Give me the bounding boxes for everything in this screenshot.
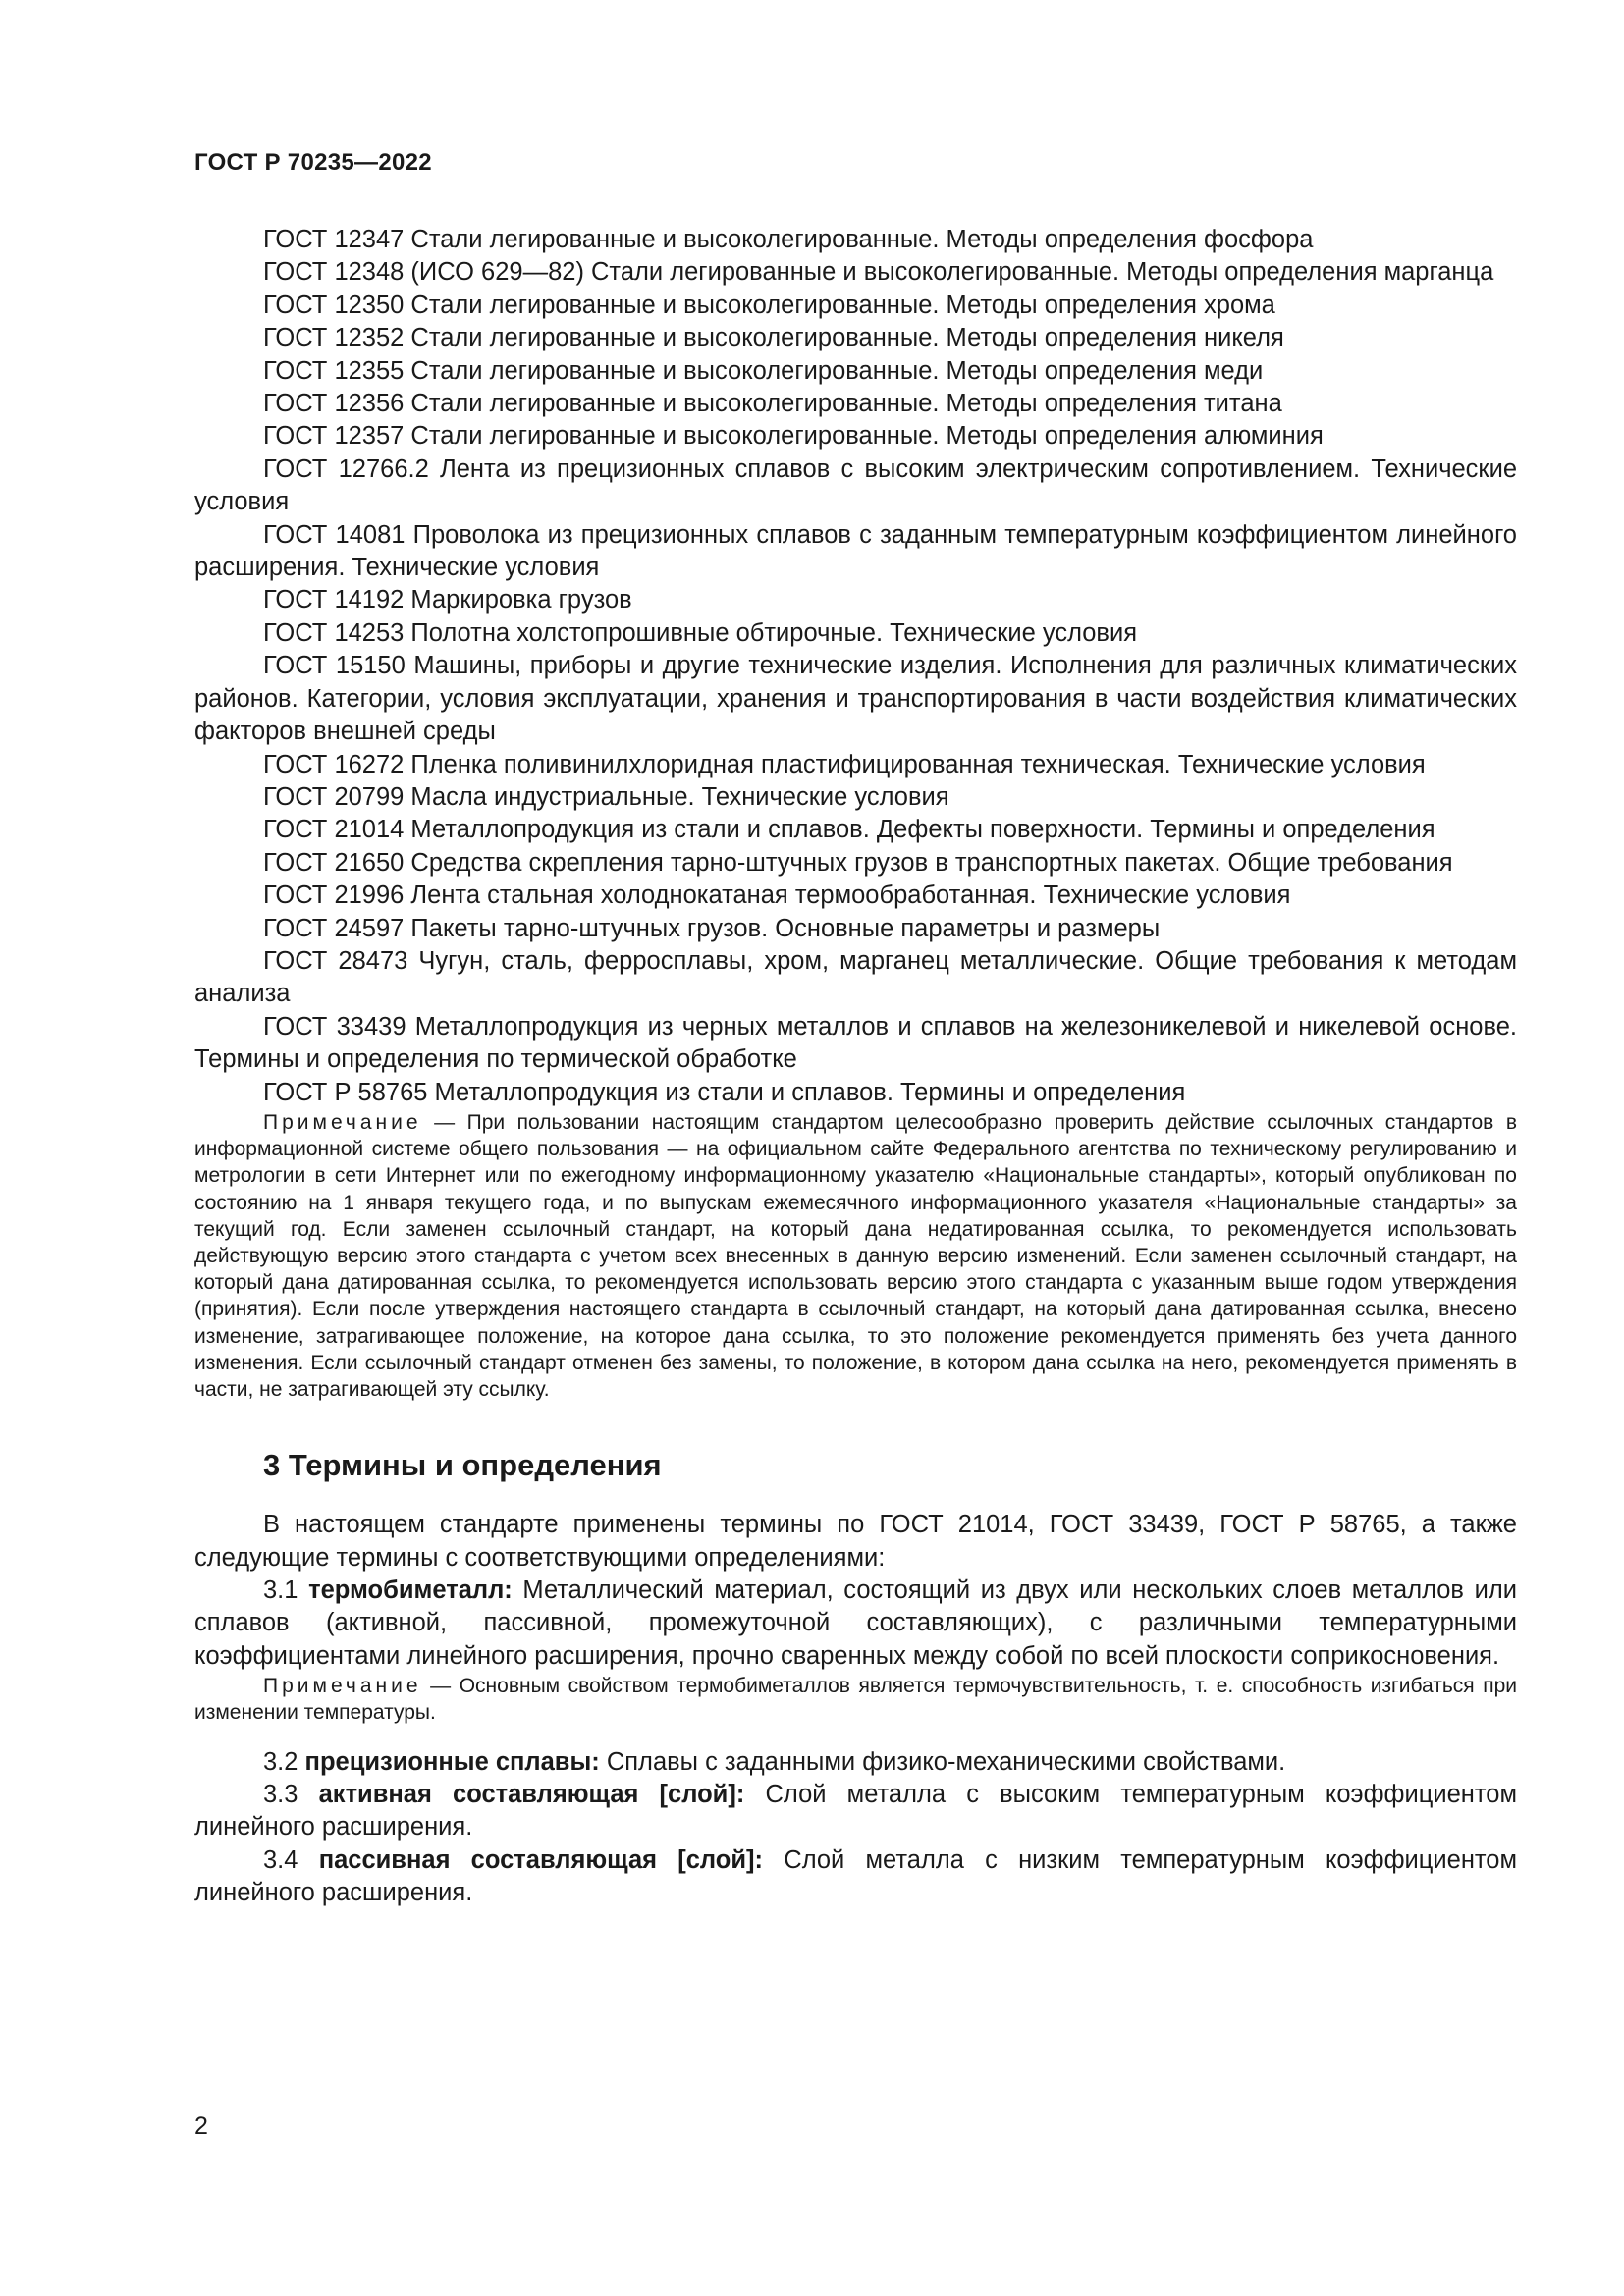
term-note — [194, 1673, 1517, 1726]
reference-item: ГОСТ 28473 Чугун, сталь, ферросплавы, хром, марганец металлические. Общие требования к методам анализа — [194, 946, 1517, 1008]
note-text: — При пользовании настоящим стандартом целесообразно проверить действие ссылочных стандартов в информационной системе общего пользования — на официальном сайте Федерального агентства по техническому регулированию и метрологии в сети Интернет или по ежегодному информационному указателю «Национальные стандарты», который опубликован по состоянию на 1 января текущего года, и по выпускам ежемесячного информационного указателя «Национальные стандарты» за текущий год. Если заменен ссылочный стандарт, на который дана недатированная ссылка, то рекомендуется использовать действующую версию этого стандарта с учетом всех внесенных в данную версию изменений. Если заменен ссылочный стандарт, на который дана датированная ссылка, то рекомендуется использовать версию этого стандарта с указанным выше годом утверждения (принятия). Если после утверждения настоящего стандарта в ссылочный стандарт, на который дана датированная ссылка, внесено изменение, затрагивающее положение, на которое дана ссылка, то это положение рекомендуется применять без учета данного изменения. Если ссылочный стандарт отменен без замены, то положение, в котором дана ссылка на него, рекомендуется применять в части, не затрагивающей эту ссылку. — [194, 1110, 1517, 1401]
note-label: Примечание — [263, 1675, 422, 1698]
reference-item: ГОСТ Р 58765 Металлопродукция из стали и сплавов. Термины и определения — [263, 1078, 1186, 1106]
term-number: 3.1 — [263, 1576, 309, 1605]
reference-item: ГОСТ 15150 Машины, приборы и другие технические изделия. Исполнения для различных климатических районов. Категории, условия эксплуатации, хранения и транспортирования в части воздействия климатических факторов внешней среды — [194, 652, 1517, 746]
reference-item: ГОСТ 12348 (ИСО 629—82) Стали легированные и высоколегированные. Методы определения марганца — [263, 258, 1494, 287]
term-number: 3.4 — [263, 1845, 319, 1874]
reference-item: ГОСТ 12350 Стали легированные и высоколегированные. Методы определения хрома — [263, 291, 1275, 319]
term-definition: Сплавы с заданными физико-механическими свойствами. — [599, 1747, 1286, 1776]
reference-item: ГОСТ 33439 Металлопродукция из черных металлов и сплавов на железоникелевой и никелевой основе. Термины и определения по термической обработке — [194, 1012, 1517, 1074]
document-body — [194, 224, 1517, 1910]
term-entry — [194, 1746, 1517, 1779]
document-header: ГОСТ Р 70235—2022 — [194, 149, 432, 176]
term-name: пассивная составляющая [слой]: — [318, 1845, 764, 1874]
term-number: 3.3 — [263, 1781, 319, 1809]
page-number: 2 — [194, 2112, 208, 2140]
reference-item: ГОСТ 14081 Проволока из прецизионных сплавов с заданным температурным коэффициентом линейного расширения. Технические условия — [194, 520, 1517, 582]
reference-item: ГОСТ 21996 Лента стальная холоднокатаная термообработанная. Технические условия — [263, 881, 1291, 910]
reference-item: ГОСТ 12355 Стали легированные и высоколегированные. Методы определения меди — [263, 356, 1264, 385]
term-definition: Слой металла с низким температурным коэффициентом линейного расширения. — [194, 1845, 1518, 1907]
reference-item: ГОСТ 12766.2 Лента из прецизионных сплавов с высоким электрическим сопротивлением. Технические условия — [194, 454, 1517, 516]
reference-item: ГОСТ 16272 Пленка поливинилхлоридная пластифицированная техническая. Технические условия — [263, 750, 1426, 778]
reference-item: ГОСТ 14253 Полотна холстопрошивные обтирочные. Технические условия — [263, 618, 1138, 647]
section-intro: В настоящем стандарте применены термины по ГОСТ 21014, ГОСТ 33439, ГОСТ Р 58765, а также следующие термины с соответствующими определениями: — [194, 1511, 1517, 1572]
note-text: — Основным свойством термобиметаллов является термочувствительность, т. е. способность изгибаться при изменении температуры. — [194, 1675, 1517, 1725]
term-definition: Металлический материал, состоящий из двух или нескольких слоев металлов или сплавов (активной, пассивной, промежуточной составляющих), с различными температурными коэффициентами линейного расширения, прочно сваренных между собой по всей плоскости соприкосновения. — [194, 1576, 1517, 1670]
reference-item: ГОСТ 24597 Пакеты тарно-штучных грузов. Основные параметры и размеры — [263, 914, 1161, 942]
reference-item: ГОСТ 20799 Масла индустриальные. Технические условия — [263, 782, 949, 811]
section-title: 3 Термины и определения — [263, 1448, 662, 1483]
term-name: термобиметалл: — [308, 1576, 513, 1605]
note-label: Примечание — [263, 1110, 422, 1134]
reference-item: ГОСТ 21650 Средства скрепления тарно-штучных грузов в транспортных пакетах. Общие требования — [263, 848, 1453, 877]
term-name: прецизионные сплавы: — [304, 1747, 600, 1776]
reference-item: ГОСТ 12356 Стали легированные и высоколегированные. Методы определения титана — [263, 390, 1282, 418]
term-entry — [194, 1575, 1517, 1673]
reference-item: ГОСТ 12347 Стали легированные и высоколегированные. Методы определения фосфора — [263, 226, 1314, 253]
term-entry — [194, 1779, 1517, 1844]
term-name: активная составляющая [слой]: — [318, 1781, 745, 1809]
term-entry — [194, 1844, 1517, 1910]
term-number: 3.2 — [263, 1747, 305, 1776]
reference-item: ГОСТ 12357 Стали легированные и высоколегированные. Методы определения алюминия — [263, 422, 1324, 451]
reference-item: ГОСТ 12352 Стали легированные и высоколегированные. Методы определения никеля — [263, 324, 1284, 352]
term-definition: Слой металла с высоким температурным коэффициентом линейного расширения. — [194, 1781, 1517, 1842]
reference-item: ГОСТ 14192 Маркировка грузов — [263, 586, 632, 614]
reference-note — [194, 1109, 1517, 1403]
reference-item: ГОСТ 21014 Металлопродукция из стали и сплавов. Дефекты поверхности. Термины и определения — [263, 816, 1435, 844]
